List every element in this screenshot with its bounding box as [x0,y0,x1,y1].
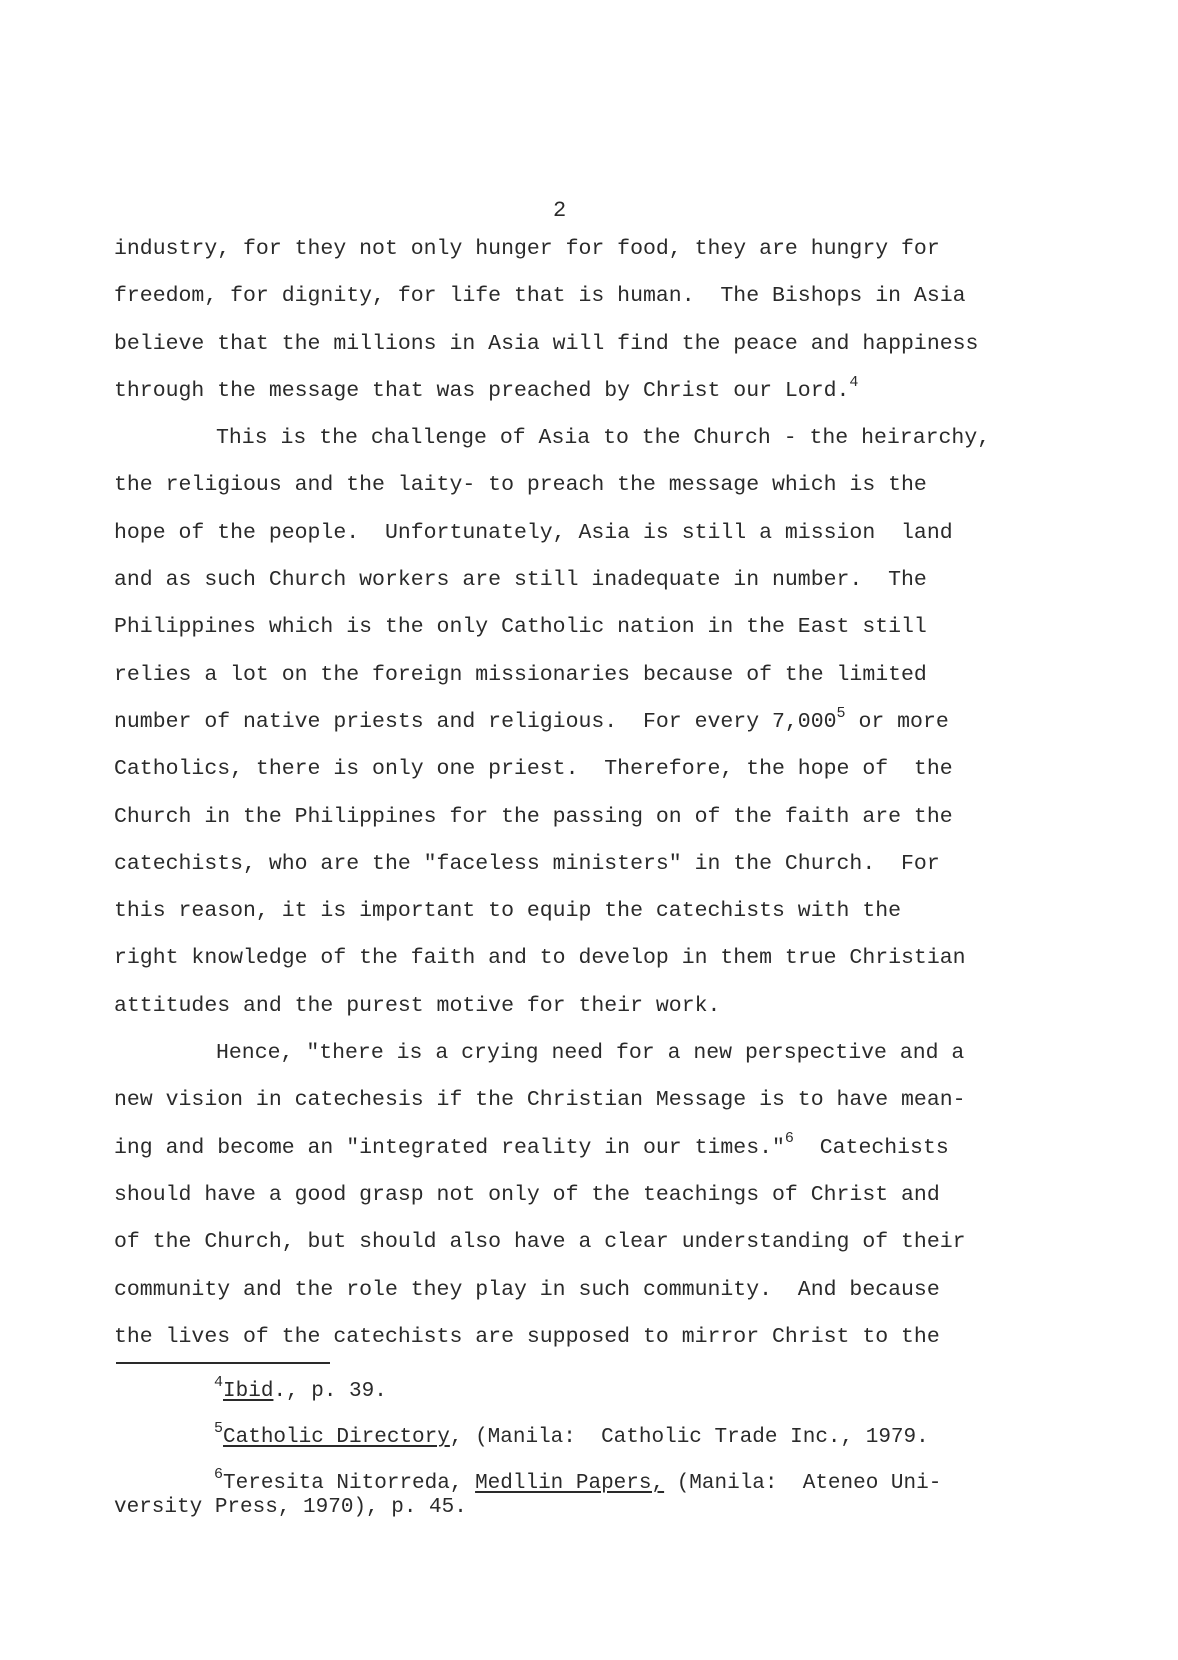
footnote-4 [114,1374,1074,1404]
text-line: this reason, it is important to equip the catechists with the [114,899,902,924]
footnote-author: Teresita Nitorreda, [223,1472,476,1495]
text-segment: ing and become an "integrated reality in our times." [114,1135,785,1160]
footnote-mark: 5 [214,1420,224,1437]
text-line: believe that the millions in Asia will find the peace and happiness [114,331,979,356]
footnote-title: Medllin Papers, [475,1472,665,1495]
footnote-ref-4: 4 [849,373,859,391]
text-line [114,1125,1074,1172]
text-line: the lives of the catechists are supposed to mirror Christ to the [114,1324,940,1349]
text-segment: Catechists [793,1135,949,1160]
text-line: Philippines which is the only Catholic nation in the East still [114,615,927,640]
text-line: Church in the Philippines for the passing on of the faith are the [114,804,953,829]
footnote-6 [114,1466,1074,1496]
text-line: This is the challenge of Asia to the Church - the heirarchy, [216,426,991,451]
footnote-divider [116,1362,330,1364]
text-line: right knowledge of the faith and to develop in them true Christian [114,946,966,971]
page-number: 2 [553,198,567,223]
text-line: catechists, who are the "faceless ministers" in the Church. For [114,851,940,876]
footnotes [114,1374,1074,1520]
text-line: of the Church, but should also have a clear understanding of their [114,1230,966,1255]
footnote-title: Catholic Directory [223,1426,450,1449]
footnote-text: ., p. 39. [273,1380,387,1403]
footnote-text: , (Manila: Catholic Trade Inc., 1979. [449,1426,929,1449]
text-line: Hence, "there is a crying need for a new perspective and a [216,1041,965,1066]
text-line [114,699,1074,746]
footnote-6-continuation: versity Press, 1970), p. 45. [114,1496,467,1519]
text-line: new vision in catechesis if the Christian Message is to have mean- [114,1088,966,1113]
footnote-ref-6: 6 [784,1130,794,1148]
text-line: freedom, for dignity, for life that is human. The Bishops in Asia [114,284,966,309]
text-line: attitudes and the purest motive for their work. [114,993,721,1018]
text-line: hope of the people. Unfortunately, Asia is still a mission land [114,520,953,545]
text-segment: or more [845,709,949,734]
text-line: and as such Church workers are still inadequate in number. The [114,568,927,593]
text-line: industry, for they not only hunger for food, they are hungry for [114,237,940,261]
text-line: community and the role they play in such community. And because [114,1277,940,1302]
text-line: should have a good grasp not only of the teachings of Christ and [114,1182,940,1207]
text-line: Catholics, there is only one priest. Therefore, the hope of the [114,757,953,782]
footnote-mark: 6 [214,1466,224,1483]
footnote-title: Ibid [223,1380,274,1403]
footnote-text: (Manila: Ateneo Uni- [664,1472,942,1495]
text-line: relies a lot on the foreign missionaries because of the limited [114,662,927,687]
text-line [114,368,1074,415]
text-segment: number of native priests and religious. For every 7,000 [114,709,837,734]
text-segment: through the message that was preached by Christ our Lord. [114,378,850,403]
footnote-5 [114,1420,1074,1450]
body-text [114,226,1074,1361]
footnote-ref-5: 5 [836,704,846,722]
text-line: the religious and the laity- to preach the message which is the [114,473,927,498]
footnote-mark: 4 [214,1374,224,1391]
